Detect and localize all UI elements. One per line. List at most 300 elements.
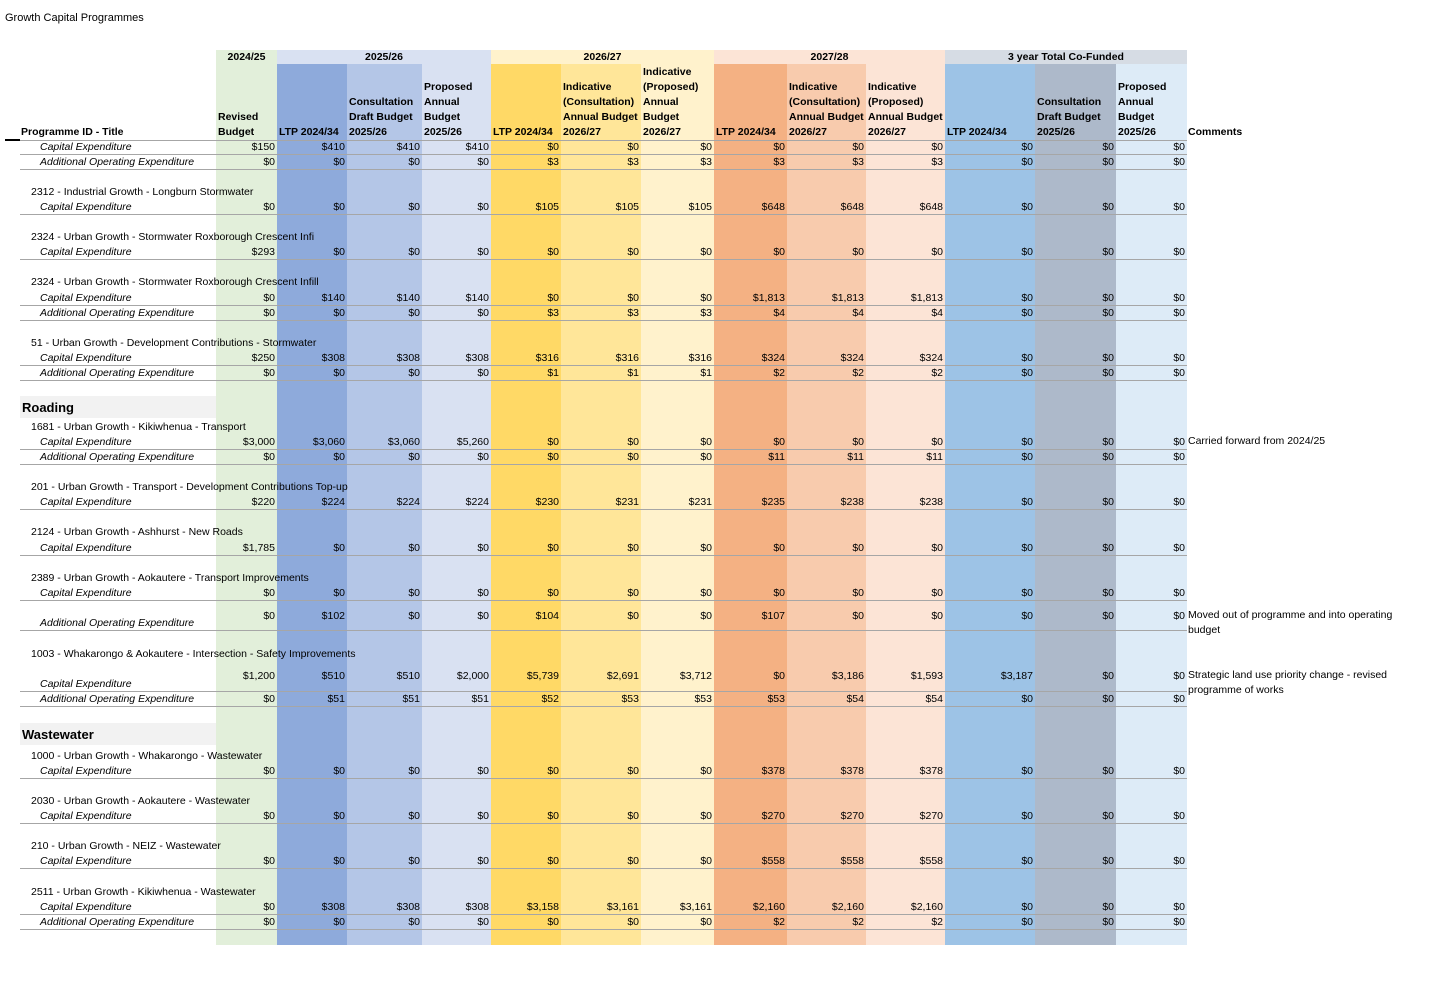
column-header: LTP 2024/34 xyxy=(279,126,339,138)
value-cell: $2,160 xyxy=(831,901,864,913)
value-cell: $0 xyxy=(700,916,712,928)
value-cell: $0 xyxy=(408,451,420,463)
capital-expenditure-label: Capital Expenditure xyxy=(40,246,132,258)
value-cell: $1,593 xyxy=(910,670,943,682)
value-cell: $0 xyxy=(1021,352,1033,364)
value-cell: $510 xyxy=(396,670,420,682)
header-underline xyxy=(5,139,20,141)
year-group-header: 2026/27 xyxy=(491,50,714,64)
value-cell: $0 xyxy=(931,141,943,153)
value-cell: $0 xyxy=(333,810,345,822)
value-cell: $0 xyxy=(408,916,420,928)
value-cell: $270 xyxy=(761,810,785,822)
column-header: Programme ID - Title xyxy=(21,126,124,138)
capital-expenditure-label: Capital Expenditure xyxy=(40,436,132,448)
value-cell: $0 xyxy=(700,436,712,448)
value-cell: $104 xyxy=(535,610,559,622)
value-cell: $0 xyxy=(477,451,489,463)
value-cell: $0 xyxy=(627,610,639,622)
capital-expenditure-label: Capital Expenditure xyxy=(40,292,132,304)
column-header: Proposed Annual Budget 2025/26 xyxy=(424,81,473,138)
value-cell: $0 xyxy=(547,916,559,928)
row-divider xyxy=(20,600,1187,601)
programme-title: 1681 - Urban Growth - Kikiwhenua - Transport xyxy=(31,421,246,433)
value-cell: $0 xyxy=(547,855,559,867)
value-cell: $0 xyxy=(1173,587,1185,599)
row-divider xyxy=(20,868,1187,869)
section-header: Wastewater xyxy=(22,727,94,742)
value-cell: $1 xyxy=(547,367,559,379)
value-cell: $0 xyxy=(1173,352,1185,364)
section-header: Roading xyxy=(22,400,74,415)
value-cell: $140 xyxy=(465,292,489,304)
value-cell: $0 xyxy=(1102,307,1114,319)
programme-title: 2324 - Urban Growth - Stormwater Roxborough Crescent Infill xyxy=(31,276,319,288)
value-cell: $3,712 xyxy=(679,670,712,682)
column-header: LTP 2024/34 xyxy=(493,126,553,138)
value-cell: $0 xyxy=(333,765,345,777)
value-cell: $378 xyxy=(919,765,943,777)
value-cell: $378 xyxy=(840,765,864,777)
value-cell: $0 xyxy=(263,810,275,822)
value-cell: $0 xyxy=(408,855,420,867)
value-cell: $3 xyxy=(852,156,864,168)
value-cell: $324 xyxy=(919,352,943,364)
value-cell: $0 xyxy=(1021,141,1033,153)
value-cell: $3 xyxy=(700,307,712,319)
value-cell: $308 xyxy=(321,352,345,364)
row-divider xyxy=(20,823,1187,824)
value-cell: $0 xyxy=(773,436,785,448)
value-cell: $220 xyxy=(251,496,275,508)
value-cell: $0 xyxy=(627,292,639,304)
value-cell: $308 xyxy=(465,352,489,364)
column-header: LTP 2024/34 xyxy=(716,126,776,138)
operating-expenditure-label: Additional Operating Expenditure xyxy=(40,617,195,629)
value-cell: $0 xyxy=(1102,436,1114,448)
value-cell: $11 xyxy=(926,451,943,463)
value-cell: $0 xyxy=(627,916,639,928)
value-cell: $324 xyxy=(761,352,785,364)
value-cell: $0 xyxy=(477,201,489,213)
column-header: Consultation Draft Budget 2025/26 xyxy=(349,96,414,138)
year-group-header: 2027/28 xyxy=(714,50,945,64)
value-cell: $0 xyxy=(1021,901,1033,913)
programme-title: 2124 - Urban Growth - Ashhurst - New Roads xyxy=(31,526,243,538)
value-cell: $0 xyxy=(1173,855,1185,867)
value-cell: $0 xyxy=(1021,916,1033,928)
value-cell: $0 xyxy=(1173,451,1185,463)
value-cell: $0 xyxy=(408,367,420,379)
row-divider xyxy=(20,555,1187,556)
value-cell: $648 xyxy=(761,201,785,213)
value-cell: $0 xyxy=(627,587,639,599)
value-cell: $0 xyxy=(1021,307,1033,319)
value-cell: $54 xyxy=(846,693,864,705)
programme-title: 51 - Urban Growth - Development Contributions - Stormwater xyxy=(31,337,317,349)
value-cell: $3 xyxy=(547,307,559,319)
column-header: Indicative (Consultation) Annual Budget 2026/27 xyxy=(789,81,864,138)
value-cell: $0 xyxy=(408,765,420,777)
value-cell: $0 xyxy=(1102,901,1114,913)
value-cell: $51 xyxy=(402,693,420,705)
capital-expenditure-label: Capital Expenditure xyxy=(40,587,132,599)
capital-expenditure-label: Capital Expenditure xyxy=(40,542,132,554)
value-cell: $231 xyxy=(615,496,639,508)
value-cell: $0 xyxy=(263,916,275,928)
value-cell: $0 xyxy=(1102,542,1114,554)
value-cell: $0 xyxy=(1102,367,1114,379)
value-cell: $0 xyxy=(1021,810,1033,822)
value-cell: $51 xyxy=(471,693,489,705)
value-cell: $0 xyxy=(627,451,639,463)
value-cell: $3,161 xyxy=(679,901,712,913)
value-cell: $0 xyxy=(1173,693,1185,705)
value-cell: $4 xyxy=(852,307,864,319)
value-cell: $0 xyxy=(931,436,943,448)
value-cell: $0 xyxy=(263,156,275,168)
value-cell: $0 xyxy=(1173,246,1185,258)
column-header: Indicative (Consultation) Annual Budget 2026/27 xyxy=(563,81,638,138)
value-cell: $2 xyxy=(852,916,864,928)
value-cell: $0 xyxy=(408,542,420,554)
value-cell: $0 xyxy=(333,587,345,599)
programme-title: 201 - Urban Growth - Transport - Development Contributions Top-up xyxy=(31,481,348,493)
value-cell: $0 xyxy=(1102,693,1114,705)
value-cell: $0 xyxy=(1021,610,1033,622)
value-cell: $1 xyxy=(700,367,712,379)
value-cell: $0 xyxy=(263,765,275,777)
value-cell: $0 xyxy=(1173,367,1185,379)
value-cell: $0 xyxy=(700,587,712,599)
value-cell: $224 xyxy=(321,496,345,508)
value-cell: $648 xyxy=(919,201,943,213)
value-cell: $0 xyxy=(931,542,943,554)
value-cell: $0 xyxy=(1102,810,1114,822)
value-cell: $150 xyxy=(251,141,275,153)
value-cell: $102 xyxy=(321,610,345,622)
value-cell: $0 xyxy=(931,610,943,622)
operating-expenditure-label: Additional Operating Expenditure xyxy=(40,451,195,463)
value-cell: $0 xyxy=(700,810,712,822)
operating-expenditure-label: Additional Operating Expenditure xyxy=(40,916,195,928)
value-cell: $0 xyxy=(852,542,864,554)
value-cell: $0 xyxy=(547,587,559,599)
value-cell: $0 xyxy=(773,670,785,682)
value-cell: $0 xyxy=(1021,587,1033,599)
value-cell: $308 xyxy=(396,901,420,913)
programme-title: 2511 - Urban Growth - Kikiwhenua - Wastewater xyxy=(31,886,256,898)
value-cell: $0 xyxy=(627,855,639,867)
value-cell: $0 xyxy=(1173,141,1185,153)
value-cell: $230 xyxy=(535,496,559,508)
value-cell: $1,813 xyxy=(831,292,864,304)
value-cell: $2 xyxy=(931,367,943,379)
value-cell: $53 xyxy=(694,693,712,705)
column-header: Consultation Draft Budget 2025/26 xyxy=(1037,96,1102,138)
value-cell: $3 xyxy=(931,156,943,168)
value-cell: $3 xyxy=(627,156,639,168)
value-cell: $0 xyxy=(700,292,712,304)
row-divider xyxy=(20,259,1187,260)
value-cell: $648 xyxy=(840,201,864,213)
value-cell: $0 xyxy=(547,436,559,448)
value-cell: $235 xyxy=(761,496,785,508)
year-group-header: 2024/25 xyxy=(227,51,266,63)
value-cell: $238 xyxy=(840,496,864,508)
value-cell: $140 xyxy=(396,292,420,304)
value-cell: $0 xyxy=(627,765,639,777)
value-cell: $0 xyxy=(931,246,943,258)
row-divider xyxy=(20,509,1187,510)
value-cell: $2 xyxy=(773,916,785,928)
column-header: Proposed Annual Budget 2025/26 xyxy=(1118,81,1167,138)
value-cell: $0 xyxy=(408,156,420,168)
value-cell: $0 xyxy=(1173,901,1185,913)
value-cell: $3 xyxy=(773,156,785,168)
value-cell: $0 xyxy=(333,307,345,319)
value-cell: $0 xyxy=(547,141,559,153)
value-cell: $52 xyxy=(541,693,559,705)
value-cell: $0 xyxy=(700,765,712,777)
value-cell: $316 xyxy=(615,352,639,364)
value-cell: $0 xyxy=(477,765,489,777)
value-cell: $410 xyxy=(396,141,420,153)
value-cell: $107 xyxy=(761,610,785,622)
value-cell: $0 xyxy=(1021,246,1033,258)
capital-expenditure-label: Capital Expenditure xyxy=(40,201,132,213)
value-cell: $0 xyxy=(547,542,559,554)
capital-expenditure-label: Capital Expenditure xyxy=(40,141,132,153)
value-cell: $5,260 xyxy=(456,436,489,448)
value-cell: $3 xyxy=(627,307,639,319)
row-divider xyxy=(20,630,1187,631)
value-cell: $3,060 xyxy=(387,436,420,448)
value-cell: $0 xyxy=(477,307,489,319)
value-cell: $51 xyxy=(327,693,345,705)
value-cell: $0 xyxy=(1102,496,1114,508)
value-cell: $0 xyxy=(1021,855,1033,867)
value-cell: $0 xyxy=(333,156,345,168)
value-cell: $0 xyxy=(333,246,345,258)
value-cell: $0 xyxy=(333,201,345,213)
value-cell: $0 xyxy=(1173,916,1185,928)
value-cell: $410 xyxy=(465,141,489,153)
value-cell: $0 xyxy=(1021,201,1033,213)
value-cell: $0 xyxy=(700,141,712,153)
value-cell: $0 xyxy=(477,246,489,258)
row-divider xyxy=(20,929,1187,930)
value-cell: $53 xyxy=(767,693,785,705)
value-cell: $0 xyxy=(477,542,489,554)
value-cell: $0 xyxy=(1173,496,1185,508)
capital-expenditure-label: Capital Expenditure xyxy=(40,901,132,913)
value-cell: $0 xyxy=(1102,352,1114,364)
value-cell: $0 xyxy=(1021,451,1033,463)
value-cell: $0 xyxy=(263,693,275,705)
value-cell: $0 xyxy=(852,587,864,599)
value-cell: $0 xyxy=(773,246,785,258)
value-cell: $0 xyxy=(1173,156,1185,168)
value-cell: $4 xyxy=(773,307,785,319)
value-cell: $54 xyxy=(925,693,943,705)
programme-title: 2312 - Industrial Growth - Longburn Stormwater xyxy=(31,186,254,198)
value-cell: $0 xyxy=(1021,367,1033,379)
value-cell: $0 xyxy=(1173,307,1185,319)
value-cell: $0 xyxy=(263,587,275,599)
value-cell: $2,000 xyxy=(456,670,489,682)
value-cell: $0 xyxy=(477,610,489,622)
row-divider xyxy=(20,706,1187,707)
value-cell: $0 xyxy=(547,810,559,822)
value-cell: $0 xyxy=(773,587,785,599)
value-cell: $1,785 xyxy=(242,542,275,554)
value-cell: $0 xyxy=(333,451,345,463)
value-cell: $0 xyxy=(852,141,864,153)
value-cell: $238 xyxy=(919,496,943,508)
row-divider xyxy=(20,380,1187,381)
value-cell: $0 xyxy=(547,292,559,304)
column-header: Indicative (Proposed) Annual Budget 2026/27 xyxy=(643,66,699,138)
value-cell: $378 xyxy=(761,765,785,777)
value-cell: $0 xyxy=(1021,765,1033,777)
value-cell: $0 xyxy=(408,610,420,622)
value-cell: $0 xyxy=(852,610,864,622)
value-cell: $0 xyxy=(1173,436,1185,448)
value-cell: $0 xyxy=(700,610,712,622)
value-cell: $250 xyxy=(251,352,275,364)
capital-expenditure-label: Capital Expenditure xyxy=(40,352,132,364)
capital-expenditure-label: Capital Expenditure xyxy=(40,765,132,777)
value-cell: $0 xyxy=(1173,292,1185,304)
value-cell: $0 xyxy=(547,246,559,258)
year-group-header: 3 year Total Co-Funded xyxy=(945,50,1187,64)
capital-expenditure-label: Capital Expenditure xyxy=(40,496,132,508)
value-cell: $3,000 xyxy=(242,436,275,448)
value-cell: $0 xyxy=(1173,765,1185,777)
value-cell: $0 xyxy=(1102,610,1114,622)
capital-expenditure-label: Capital Expenditure xyxy=(40,678,132,690)
value-cell: $0 xyxy=(263,901,275,913)
value-cell: $0 xyxy=(408,307,420,319)
column-header: LTP 2024/34 xyxy=(947,126,1007,138)
value-cell: $0 xyxy=(931,587,943,599)
value-cell: $105 xyxy=(615,201,639,213)
value-cell: $410 xyxy=(321,141,345,153)
value-cell: $0 xyxy=(773,542,785,554)
value-cell: $231 xyxy=(688,496,712,508)
value-cell: $0 xyxy=(547,765,559,777)
row-divider xyxy=(20,320,1187,321)
value-cell: $0 xyxy=(263,292,275,304)
value-cell: $558 xyxy=(919,855,943,867)
column-header: Revised Budget xyxy=(218,111,259,138)
programme-title: 2324 - Urban Growth - Stormwater Roxborough Crescent Infi xyxy=(31,231,315,243)
value-cell: $0 xyxy=(408,201,420,213)
value-cell: $0 xyxy=(1102,141,1114,153)
value-cell: $0 xyxy=(263,201,275,213)
row-divider xyxy=(20,464,1187,465)
value-cell: $308 xyxy=(321,901,345,913)
value-cell: $0 xyxy=(852,246,864,258)
row-divider xyxy=(20,169,1187,170)
value-cell: $3,161 xyxy=(606,901,639,913)
value-cell: $0 xyxy=(700,451,712,463)
value-cell: $0 xyxy=(700,542,712,554)
programme-title: 2389 - Urban Growth - Aokautere - Transport Improvements xyxy=(31,572,309,584)
value-cell: $0 xyxy=(477,855,489,867)
value-cell: $0 xyxy=(408,810,420,822)
value-cell: $2,160 xyxy=(752,901,785,913)
year-group-header: 2025/26 xyxy=(277,50,491,64)
value-cell: $0 xyxy=(477,367,489,379)
value-cell: $2,160 xyxy=(910,901,943,913)
programme-title: 210 - Urban Growth - NEIZ - Wastewater xyxy=(31,840,221,852)
value-cell: $0 xyxy=(333,367,345,379)
value-cell: $11 xyxy=(768,451,785,463)
value-cell: $0 xyxy=(627,542,639,554)
value-cell: $0 xyxy=(408,587,420,599)
value-cell: $308 xyxy=(396,352,420,364)
value-cell: $316 xyxy=(535,352,559,364)
value-cell: $0 xyxy=(1173,201,1185,213)
value-cell: $0 xyxy=(627,436,639,448)
operating-expenditure-label: Additional Operating Expenditure xyxy=(40,156,195,168)
value-cell: $0 xyxy=(1102,451,1114,463)
value-cell: $0 xyxy=(1102,246,1114,258)
value-cell: $0 xyxy=(263,610,275,622)
value-cell: $0 xyxy=(333,542,345,554)
programme-title: 1000 - Urban Growth - Whakarongo - Wastewater xyxy=(31,750,263,762)
value-cell: $4 xyxy=(931,307,943,319)
comment: Carried forward from 2024/25 xyxy=(1188,435,1326,447)
value-cell: $11 xyxy=(847,451,864,463)
value-cell: $224 xyxy=(465,496,489,508)
value-cell: $0 xyxy=(852,436,864,448)
value-cell: $3 xyxy=(547,156,559,168)
value-cell: $0 xyxy=(408,246,420,258)
value-cell: $0 xyxy=(477,156,489,168)
row-divider xyxy=(20,778,1187,779)
value-cell: $1,813 xyxy=(752,292,785,304)
capital-expenditure-label: Capital Expenditure xyxy=(40,810,132,822)
value-cell: $1,200 xyxy=(242,670,275,682)
value-cell: $270 xyxy=(919,810,943,822)
value-cell: $1 xyxy=(627,367,639,379)
value-cell: $0 xyxy=(333,916,345,928)
value-cell: $0 xyxy=(1173,610,1185,622)
value-cell: $0 xyxy=(263,855,275,867)
value-cell: $3,187 xyxy=(1000,670,1033,682)
value-cell: $0 xyxy=(1102,292,1114,304)
row-divider xyxy=(20,214,1187,215)
value-cell: $0 xyxy=(1021,542,1033,554)
page-title: Growth Capital Programmes xyxy=(5,12,144,24)
value-cell: $0 xyxy=(477,810,489,822)
comment: Moved out of programme and into operating budget xyxy=(1188,609,1393,636)
value-cell: $0 xyxy=(627,141,639,153)
value-cell: $224 xyxy=(396,496,420,508)
value-cell: $3,186 xyxy=(831,670,864,682)
value-cell: $0 xyxy=(1102,670,1114,682)
value-cell: $0 xyxy=(547,451,559,463)
column-header: Comments xyxy=(1188,126,1243,138)
operating-expenditure-label: Additional Operating Expenditure xyxy=(40,693,195,705)
value-cell: $3 xyxy=(700,156,712,168)
value-cell: $105 xyxy=(535,201,559,213)
value-cell: $0 xyxy=(1173,810,1185,822)
value-cell: $558 xyxy=(840,855,864,867)
